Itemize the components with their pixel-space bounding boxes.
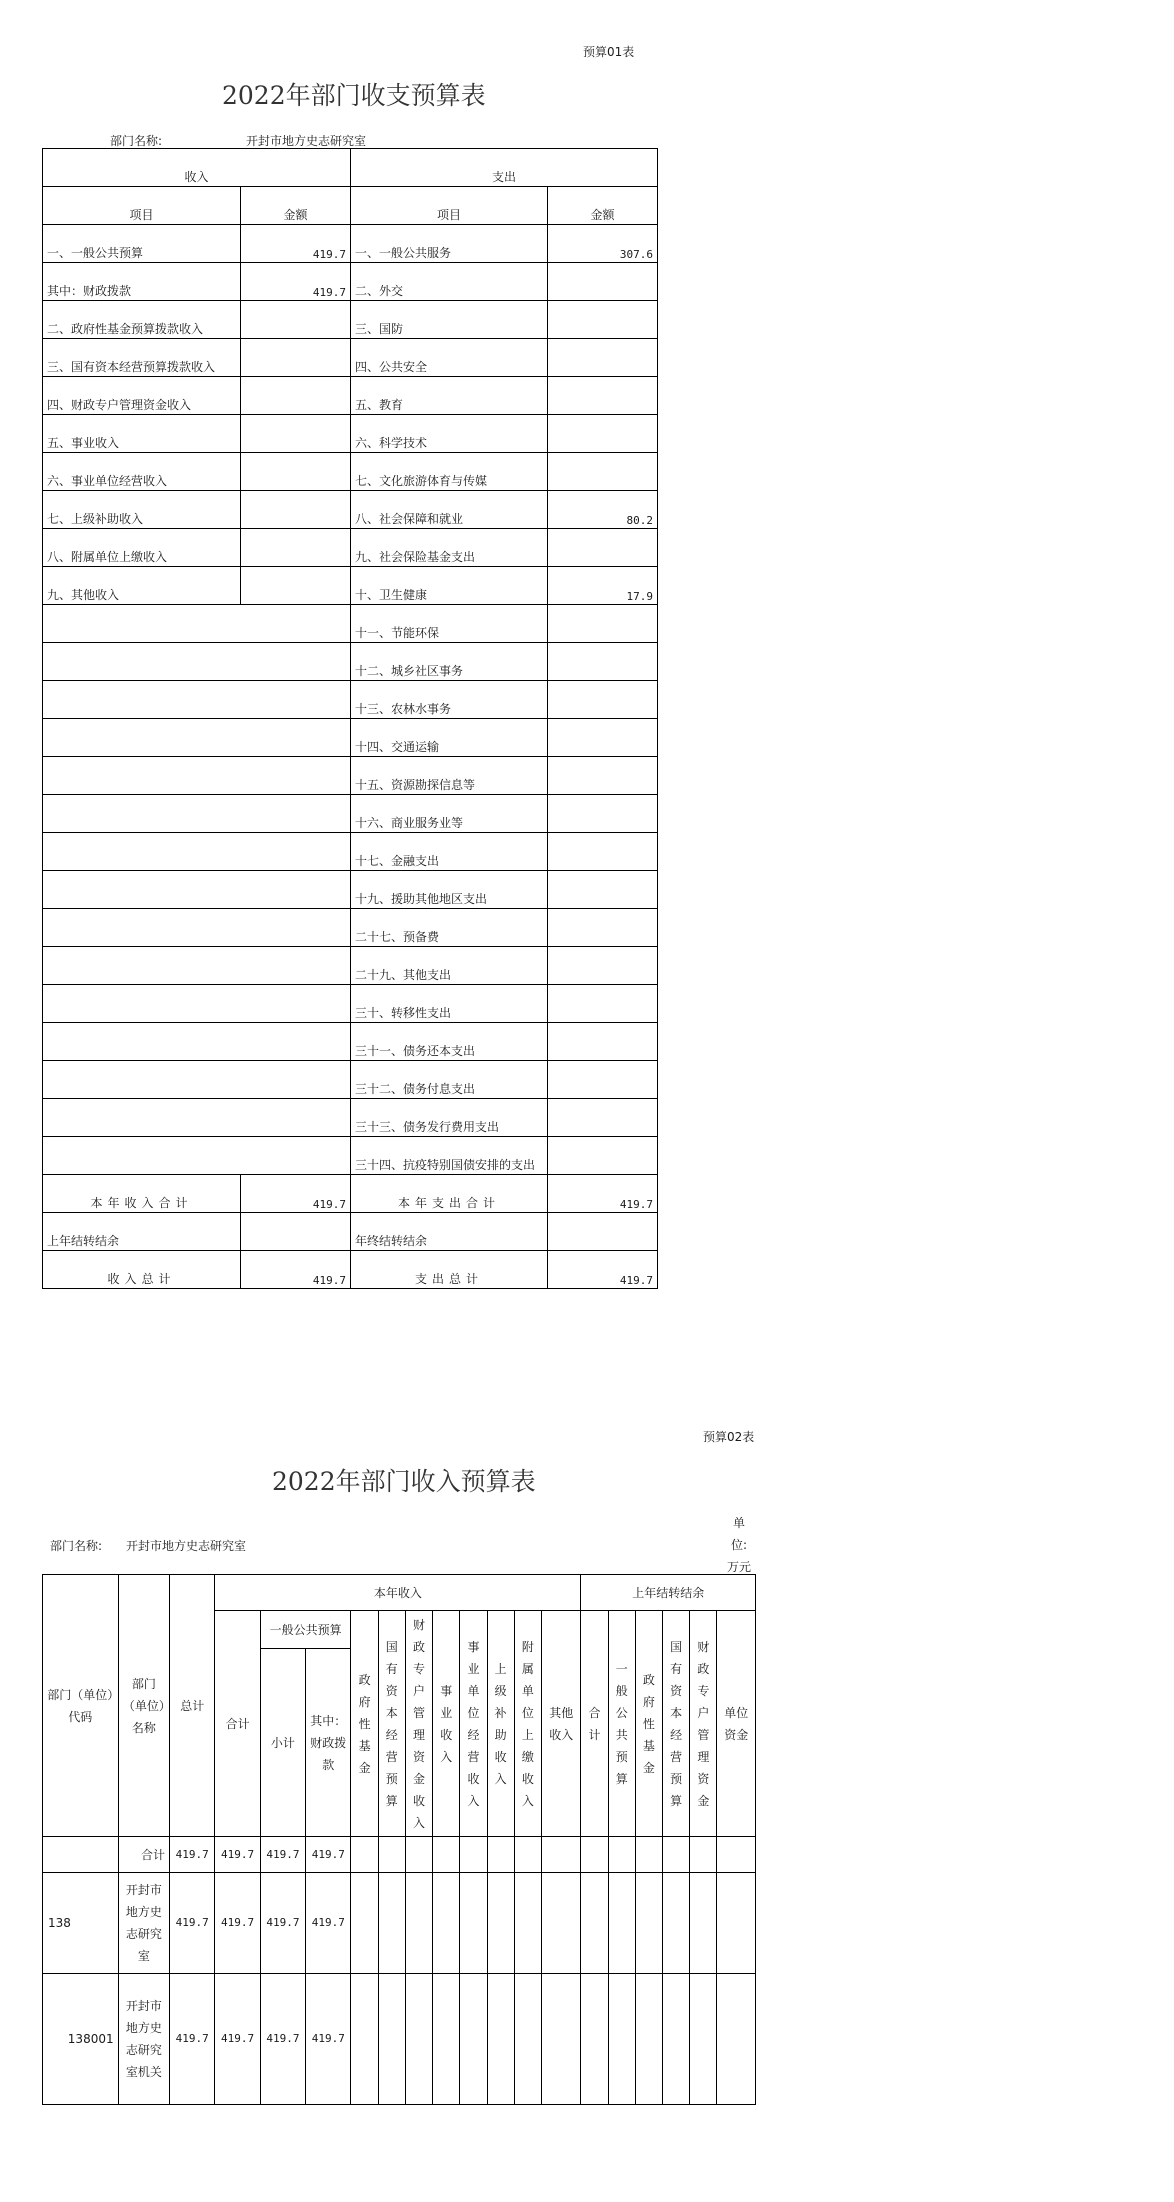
expense-item: 三十三、债务发行费用支出	[351, 1099, 548, 1137]
total-income-label: 本年收入合计	[43, 1175, 241, 1213]
expense-item: 九、社会保险基金支出	[351, 529, 548, 567]
header-carry-fund: 政府性基金	[635, 1611, 662, 1837]
table-row	[43, 643, 658, 681]
header-gpb-small: 小计	[260, 1649, 305, 1837]
row-small: 419.7	[260, 1837, 305, 1873]
income-empty-cell	[43, 1099, 351, 1137]
expense-amount: 17.9	[548, 567, 658, 605]
total-income-value: 419.7	[241, 1175, 351, 1213]
income-empty-cell	[43, 719, 351, 757]
income-empty-cell	[43, 985, 351, 1023]
table-row	[43, 833, 658, 871]
income-amount	[241, 567, 351, 605]
grand-income-value: 419.7	[241, 1251, 351, 1289]
grand-expense-label: 支出总计	[351, 1251, 548, 1289]
income-amount	[241, 339, 351, 377]
unit-label: 单位:万元	[726, 1516, 751, 1574]
header-affiliate: 附属单位上缴收入	[514, 1611, 541, 1837]
table-row	[43, 1099, 658, 1137]
table-row	[43, 263, 658, 301]
header-business-op: 事业单位经营收入	[460, 1611, 487, 1837]
income-amount: 419.7	[241, 263, 351, 301]
table-row	[43, 1974, 756, 2105]
row-fiscal: 419.7	[306, 1837, 351, 1873]
row-small: 419.7	[260, 1974, 305, 2105]
table-row	[43, 795, 658, 833]
expense-amount	[548, 1061, 658, 1099]
income-empty-cell	[43, 871, 351, 909]
income-amount	[241, 377, 351, 415]
income-empty-cell	[43, 947, 351, 985]
table-row	[43, 1837, 756, 1873]
income-item: 其中：财政拨款	[43, 263, 241, 301]
expense-item: 二十七、预备费	[351, 909, 548, 947]
income-item: 五、事业收入	[43, 415, 241, 453]
expense-item: 十四、交通运输	[351, 719, 548, 757]
expense-item: 十六、商业服务业等	[351, 795, 548, 833]
expense-amount	[548, 377, 658, 415]
grand-income-label: 收入总计	[43, 1251, 241, 1289]
header-code: 部门（单位）代码	[43, 1575, 119, 1837]
header-carry-unit: 单位资金	[717, 1611, 756, 1837]
expense-amount	[548, 605, 658, 643]
table-tag: 预算01表	[583, 45, 635, 59]
header-carry-state: 国有资本经营预算	[663, 1611, 690, 1837]
dept-name-02: 开封市地方史志研究室	[126, 1539, 247, 1553]
row-fiscal: 419.7	[306, 1974, 351, 2105]
expense-amount	[548, 1137, 658, 1175]
carry-out-label: 年终结转结余	[351, 1213, 548, 1251]
row-total: 419.7	[170, 1974, 215, 2105]
income-empty-cell	[43, 833, 351, 871]
expense-amount	[548, 909, 658, 947]
expense-item: 七、文化旅游体育与传媒	[351, 453, 548, 491]
income-amount	[241, 453, 351, 491]
row-name: 开封市地方史志研究室机关	[118, 1974, 169, 2105]
income-amount	[241, 301, 351, 339]
expense-item: 十九、援助其他地区支出	[351, 871, 548, 909]
expense-item: 十二、城乡社区事务	[351, 643, 548, 681]
header-name: 部门（单位）名称	[118, 1575, 169, 1837]
row-total: 419.7	[170, 1837, 215, 1873]
grand-expense-value: 419.7	[548, 1251, 658, 1289]
table-row	[43, 225, 658, 263]
expense-amount	[548, 795, 658, 833]
expense-amount	[548, 871, 658, 909]
row-sum: 419.7	[215, 1974, 260, 2105]
expense-item: 二、外交	[351, 263, 548, 301]
row-sum: 419.7	[215, 1873, 260, 1974]
budget-table-01	[42, 148, 658, 1289]
header-income: 收入	[43, 149, 351, 187]
dept-name: 开封市地方史志研究室	[246, 134, 367, 148]
table-row	[43, 719, 658, 757]
income-item: 九、其他收入	[43, 567, 241, 605]
header-amount-income: 金额	[241, 187, 351, 225]
expense-item: 三十、转移性支出	[351, 985, 548, 1023]
expense-amount	[548, 453, 658, 491]
row-total: 419.7	[170, 1873, 215, 1974]
budget-table-02	[42, 1574, 756, 2105]
header-gpb: 一般公共预算	[260, 1611, 351, 1649]
expense-amount	[548, 947, 658, 985]
income-empty-cell	[43, 643, 351, 681]
table-row	[43, 985, 658, 1023]
expense-item: 十、卫生健康	[351, 567, 548, 605]
row-code: 138001	[43, 1974, 119, 2105]
expense-amount	[548, 757, 658, 795]
header-carry-gpb: 一般公共预算	[608, 1611, 635, 1837]
expense-item: 六、科学技术	[351, 415, 548, 453]
table-row	[43, 909, 658, 947]
income-empty-cell	[43, 605, 351, 643]
income-empty-cell	[43, 1023, 351, 1061]
carry-out-value	[548, 1213, 658, 1251]
table-row	[43, 339, 658, 377]
dept-label: 部门名称:	[110, 134, 163, 148]
income-item: 七、上级补助收入	[43, 491, 241, 529]
header-total: 总计	[170, 1575, 215, 1837]
table-tag-02: 预算02表	[703, 1430, 755, 1444]
expense-item: 十七、金融支出	[351, 833, 548, 871]
carry-label: 上年结转结余	[43, 1213, 241, 1251]
income-empty-cell	[43, 681, 351, 719]
table-row	[43, 491, 658, 529]
row-code: 138	[43, 1873, 119, 1974]
table-row	[43, 947, 658, 985]
expense-item: 三十四、抗疫特别国债安排的支出	[351, 1137, 548, 1175]
table-row	[43, 415, 658, 453]
table-row	[43, 681, 658, 719]
income-item: 六、事业单位经营收入	[43, 453, 241, 491]
income-empty-cell	[43, 757, 351, 795]
expense-amount: 307.6	[548, 225, 658, 263]
expense-item: 五、教育	[351, 377, 548, 415]
page-title-02: 2022年部门收入预算表	[272, 1467, 536, 1496]
row-code	[43, 1837, 119, 1873]
expense-amount	[548, 833, 658, 871]
expense-amount	[548, 301, 658, 339]
page-title: 2022年部门收支预算表	[222, 81, 486, 110]
header-amount-expense: 金额	[548, 187, 658, 225]
expense-amount	[548, 1099, 658, 1137]
income-amount	[241, 491, 351, 529]
expense-amount	[548, 529, 658, 567]
table-row	[43, 301, 658, 339]
expense-item: 二十九、其他支出	[351, 947, 548, 985]
table-row	[43, 567, 658, 605]
income-item: 四、财政专户管理资金收入	[43, 377, 241, 415]
carry-value	[241, 1213, 351, 1251]
expense-amount	[548, 719, 658, 757]
table-row	[43, 871, 658, 909]
table-row	[43, 1137, 658, 1175]
income-empty-cell	[43, 1137, 351, 1175]
expense-amount	[548, 681, 658, 719]
income-empty-cell	[43, 909, 351, 947]
total-expense-label: 本年支出合计	[351, 1175, 548, 1213]
income-item: 一、一般公共预算	[43, 225, 241, 263]
expense-item: 三十一、债务还本支出	[351, 1023, 548, 1061]
expense-amount	[548, 1023, 658, 1061]
header-expense: 支出	[351, 149, 658, 187]
table-row	[43, 757, 658, 795]
table-row	[43, 1023, 658, 1061]
row-sum: 419.7	[215, 1837, 260, 1873]
table-row	[43, 1061, 658, 1099]
table-row	[43, 529, 658, 567]
header-carry-total: 合计	[581, 1611, 608, 1837]
expense-item: 十一、节能环保	[351, 605, 548, 643]
header-carry: 上年结转结余	[581, 1575, 756, 1611]
income-empty-cell	[43, 795, 351, 833]
header-carry-special: 财政专户管理资金	[690, 1611, 717, 1837]
expense-amount	[548, 339, 658, 377]
header-state-capital: 国有资本经营预算	[378, 1611, 405, 1837]
expense-amount	[548, 415, 658, 453]
expense-item: 三、国防	[351, 301, 548, 339]
expense-amount	[548, 263, 658, 301]
income-item: 三、国有资本经营预算拨款收入	[43, 339, 241, 377]
header-item-income: 项目	[43, 187, 241, 225]
total-expense-value: 419.7	[548, 1175, 658, 1213]
expense-item: 四、公共安全	[351, 339, 548, 377]
row-name: 开封市地方史志研究室	[118, 1873, 169, 1974]
header-business: 事业收入	[433, 1611, 460, 1837]
row-fiscal: 419.7	[306, 1873, 351, 1974]
expense-amount: 80.2	[548, 491, 658, 529]
header-current-income: 本年收入	[215, 1575, 581, 1611]
expense-item: 八、社会保障和就业	[351, 491, 548, 529]
income-item: 八、附属单位上缴收入	[43, 529, 241, 567]
expense-item: 十三、农林水事务	[351, 681, 548, 719]
income-item: 二、政府性基金预算拨款收入	[43, 301, 241, 339]
expense-amount	[548, 643, 658, 681]
expense-item: 三十二、债务付息支出	[351, 1061, 548, 1099]
header-fund: 政府性基金	[351, 1611, 378, 1837]
expense-item: 十五、资源勘探信息等	[351, 757, 548, 795]
header-other: 其他收入	[542, 1611, 581, 1837]
table-row	[43, 605, 658, 643]
expense-item: 一、一般公共服务	[351, 225, 548, 263]
header-item-expense: 项目	[351, 187, 548, 225]
table-row	[43, 1873, 756, 1974]
row-small: 419.7	[260, 1873, 305, 1974]
income-amount	[241, 415, 351, 453]
table-row	[43, 377, 658, 415]
income-amount	[241, 529, 351, 567]
expense-amount	[548, 985, 658, 1023]
income-amount: 419.7	[241, 225, 351, 263]
header-gpb-fiscal: 其中：财政拨款	[306, 1649, 351, 1837]
header-special-account: 财政专户管理资金收入	[405, 1611, 432, 1837]
header-superior: 上级补助收入	[487, 1611, 514, 1837]
table-row	[43, 453, 658, 491]
header-subtotal: 合计	[215, 1611, 260, 1837]
income-empty-cell	[43, 1061, 351, 1099]
row-name: 合计	[118, 1837, 169, 1873]
dept-label-02: 部门名称:	[50, 1539, 103, 1553]
